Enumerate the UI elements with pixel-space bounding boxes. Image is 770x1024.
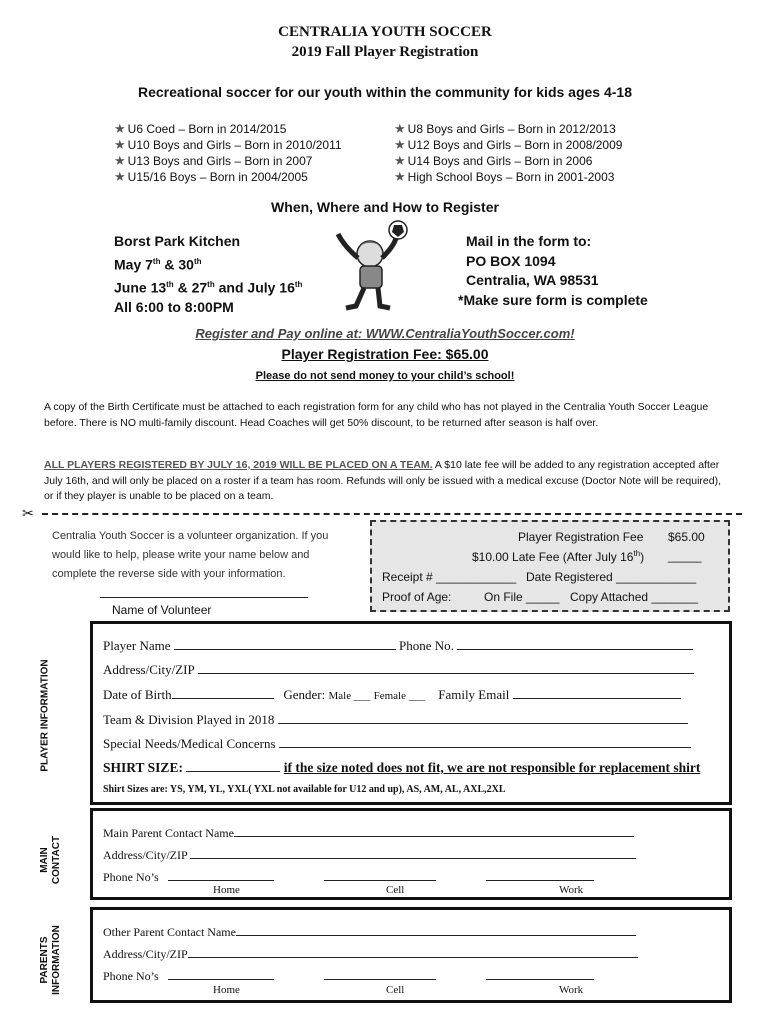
office-date-registered[interactable]: Date Registered ____________ xyxy=(526,570,697,584)
parents-work-label: Work xyxy=(559,984,584,996)
dob-label: Date of Birth xyxy=(103,687,172,702)
office-receipt[interactable]: Receipt # ____________ xyxy=(382,570,517,584)
office-late-fee: $10.00 Late Fee (After July 16th) xyxy=(472,549,645,564)
parents-box xyxy=(90,907,732,1003)
volunteer-label: Name of Volunteer xyxy=(112,603,212,617)
player-dob-row[interactable] xyxy=(103,687,681,703)
main-contact-section-label: MAIN CONTACT xyxy=(39,835,62,885)
deadline-notice: ALL PLAYERS REGISTERED BY JULY 16, 2019 WILL BE PLACED ON A TEAM. xyxy=(44,459,433,471)
player-name-label: Player Name xyxy=(103,638,171,653)
season-title: 2019 Fall Player Registration xyxy=(291,44,479,60)
volunteer-text: Centralia Youth Soccer is a volunteer organization. If you would like to help, please write your name below and complete the reverse side with your information. xyxy=(52,530,329,580)
player-info-box xyxy=(90,621,732,805)
late-fee-text: A $10 late fee will be added to any registration accepted after July 16th, and will only be placed on a roster if a team has room. Refunds will only be issued with a medical excuse (Doctor Note will be required), or if they player is unable to be placed on a team. xyxy=(44,459,721,502)
special-needs-row[interactable] xyxy=(103,736,691,752)
cut-line xyxy=(42,513,742,515)
other-parent-address-label: Address/City/ZIP xyxy=(103,947,188,961)
female-option: Female ___ xyxy=(373,690,426,702)
main-contact-name-label: Main Parent Contact Name xyxy=(103,826,234,840)
when-where-heading: When, Where and How to Register xyxy=(271,199,499,215)
fee-line: Player Registration Fee: $65.00 xyxy=(281,346,489,362)
star-icon: ★ xyxy=(114,169,126,184)
office-on-file[interactable]: On File _____ xyxy=(484,590,560,604)
volunteer-name-field[interactable] xyxy=(100,597,308,598)
main-contact-phones-label: Phone No’s xyxy=(103,870,159,884)
mail-note: *Make sure form is complete xyxy=(458,291,648,308)
player-section-label: PLAYER INFORMATION xyxy=(39,659,51,772)
office-fee-value: $65.00 xyxy=(668,530,705,544)
division-item: ★ U13 Boys and Girls – Born in 2007 xyxy=(114,153,313,168)
register-online-link[interactable]: Register and Pay online at: WWW.CentraliaYouthSoccer.com! xyxy=(195,326,575,341)
main-cell-label: Cell xyxy=(386,884,405,896)
shirt-size-note: if the size noted does not fit, we are not responsible for replacement shirt xyxy=(283,760,701,775)
division-item: ★ U10 Boys and Girls – Born in 2010/2011 xyxy=(114,137,342,152)
main-home-label: Home xyxy=(213,884,240,896)
date-line-2: June 13th & 27th and July 16th xyxy=(114,279,303,296)
soccer-player-illustration xyxy=(318,216,418,316)
star-icon: ★ xyxy=(114,153,126,168)
main-contact-address-label: Address/City/ZIP xyxy=(103,848,188,862)
no-money-note: Please do not send money to your child’s school! xyxy=(255,370,515,382)
other-parent-name-row[interactable] xyxy=(103,924,636,940)
division-item: ★ U8 Boys and Girls – Born in 2012/2013 xyxy=(394,121,616,136)
mail-city: Centralia, WA 98531 xyxy=(466,272,599,288)
date-line-1: May 7th & 30th xyxy=(114,256,202,273)
division-item: ★ U6 Coed – Born in 2014/2015 xyxy=(114,121,287,136)
main-contact-phones-row[interactable] xyxy=(103,869,594,885)
division-item: ★ U14 Boys and Girls – Born in 2006 xyxy=(394,153,593,168)
other-parent-name-label: Other Parent Contact Name xyxy=(103,925,236,939)
star-icon: ★ xyxy=(114,121,126,136)
office-copy-attached[interactable]: Copy Attached _______ xyxy=(570,590,699,604)
shirt-size-label: SHIRT SIZE: xyxy=(103,760,183,775)
other-parent-phones-label: Phone No’s xyxy=(103,969,159,983)
main-contact-name-row[interactable] xyxy=(103,825,634,841)
player-address-row[interactable] xyxy=(103,662,694,678)
office-fee-label: Player Registration Fee xyxy=(518,530,644,544)
phone-label: Phone No. xyxy=(399,638,454,653)
scissors-icon: ✂ xyxy=(22,505,34,521)
register-location-block xyxy=(114,232,302,317)
male-option: Male ___ xyxy=(328,690,371,702)
mail-heading: Mail in the form to: xyxy=(466,233,592,249)
other-parent-phones-row[interactable] xyxy=(103,968,594,984)
late-fee-paragraph xyxy=(44,458,732,505)
division-item: ★ U12 Boys and Girls – Born in 2008/2009 xyxy=(394,137,623,152)
tagline: Recreational soccer for our youth within the community for kids ages 4-18 xyxy=(138,84,632,100)
division-item: ★ U15/16 Boys – Born in 2004/2005 xyxy=(114,169,308,184)
location: Borst Park Kitchen xyxy=(114,233,241,249)
shirt-size-row[interactable] xyxy=(103,760,700,776)
shirt-sizes-list: Shirt Sizes are: YS, YM, YL, YXL( YXL not available for U12 and up), AS, AM, AL, AXL,2XL xyxy=(103,784,506,795)
divisions-right xyxy=(394,121,622,185)
time: All 6:00 to 8:00PM xyxy=(114,298,234,315)
family-email-label: Family Email xyxy=(438,687,510,702)
main-contact-box xyxy=(90,808,732,900)
other-parent-address-row[interactable] xyxy=(103,946,638,962)
gender-label: Gender: xyxy=(283,687,326,702)
star-icon: ★ xyxy=(394,137,406,152)
team-label: Team & Division Played in 2018 xyxy=(103,712,275,727)
player-name-row[interactable] xyxy=(103,638,693,654)
star-icon: ★ xyxy=(114,137,126,152)
main-work-label: Work xyxy=(559,884,584,896)
mail-box: PO BOX 1094 xyxy=(466,252,556,269)
main-contact-address-row[interactable] xyxy=(103,847,636,863)
special-needs-label: Special Needs/Medical Concerns xyxy=(103,736,276,751)
divisions-left xyxy=(114,121,342,185)
star-icon: ★ xyxy=(394,169,406,184)
star-icon: ★ xyxy=(394,153,406,168)
division-item: ★ High School Boys – Born in 2001-2003 xyxy=(394,169,615,184)
parents-section-label: PARENTS INFORMATION xyxy=(39,925,62,995)
org-title: CENTRALIA YOUTH SOCCER xyxy=(278,24,492,40)
star-icon: ★ xyxy=(394,121,406,136)
birth-certificate-paragraph: A copy of the Birth Certificate must be attached to each registration form for any child who has not played in the Centralia Youth Soccer League before. There is NO multi-family discount. Head Coaches will get 50% discount, to be returned after season is half over. xyxy=(44,401,709,429)
office-late-fee-blank[interactable]: _____ xyxy=(668,549,702,563)
parents-cell-label: Cell xyxy=(386,984,405,996)
team-row[interactable] xyxy=(103,712,688,728)
office-proof: Proof of Age: xyxy=(382,590,452,604)
office-use-box xyxy=(370,520,730,612)
parents-home-label: Home xyxy=(213,984,240,996)
address-label: Address/City/ZIP xyxy=(103,662,195,677)
mail-block xyxy=(458,232,648,310)
